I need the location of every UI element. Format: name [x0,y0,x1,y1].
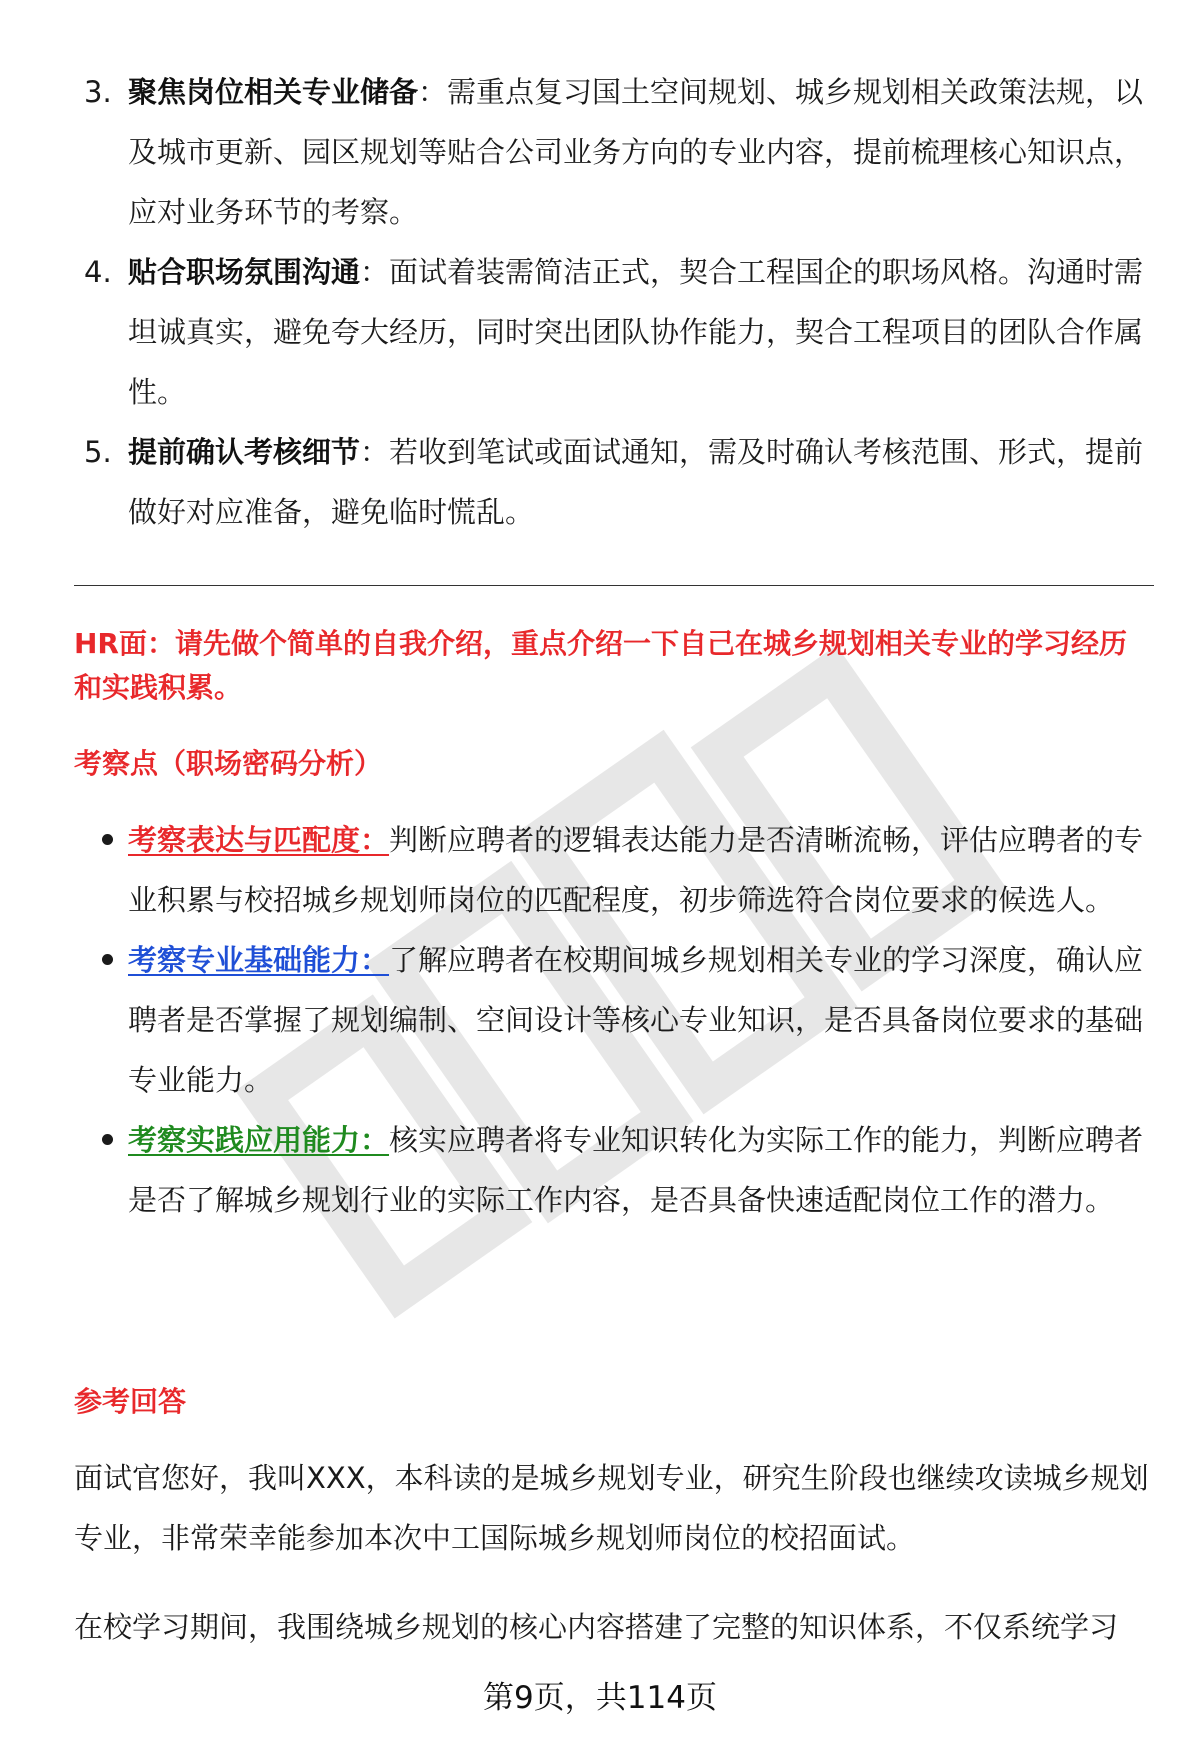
list-number: 3. [84,75,112,109]
point-item [74,930,1154,1110]
numbered-list-section [74,62,1154,542]
points-list [74,810,1154,1230]
answer-title: 参考回答 [74,1385,187,1418]
answer-paragraph: 在校学习期间，我围绕城乡规划的核心内容搭建了完整的知识体系，不仅系统学习 [74,1610,1119,1644]
hr-question: HR面：请先做个简单的自我介绍，重点介绍一下自己在城乡规划相关专业的学习经历和实践积累。 [74,627,1127,704]
list-item [74,422,1154,542]
point-tag: 考察实践应用能力： [128,1123,390,1157]
list-item [74,62,1154,242]
list-item [74,242,1154,422]
point-item [74,1110,1154,1230]
item-text: ：若收到笔试或面试通知，需及时确认考核范围、形式，提前做好对应准备，避免临时慌乱。 [128,435,1144,529]
page-footer: 第9页，共114页 [483,1680,717,1716]
point-item [74,810,1154,930]
numbered-list [74,62,1154,542]
item-title: 聚焦岗位相关专业储备 [128,75,419,109]
item-text: ：需重点复习国土空间规划、城乡规划相关政策法规，以及城市更新、园区规划等贴合公司业务方向的专业内容，提前梳理核心知识点，应对业务环节的考察。 [128,75,1144,229]
list-number: 5. [84,435,112,469]
bullet-icon [102,1134,113,1145]
points-title: 考察点（职场密码分析） [74,747,383,780]
point-text: 核实应聘者将专业知识转化为实际工作的能力，判断应聘者是否了解城乡规划行业的实际工作内容，是否具备快速适配岗位工作的潜力。 [128,1123,1144,1217]
answer-paragraph: 面试官您好，我叫XXX，本科读的是城乡规划专业，研究生阶段也继续攻读城乡规划专业，非常荣幸能参加本次中工国际城乡规划师岗位的校招面试。 [74,1461,1149,1555]
bullet-icon [102,954,113,965]
item-text: ：面试着装需简洁正式，契合工程国企的职场风格。沟通时需坦诚真实，避免夸大经历，同时突出团队协作能力，契合工程项目的团队合作属性。 [128,255,1144,409]
point-text: 判断应聘者的逻辑表达能力是否清晰流畅，评估应聘者的专业积累与校招城乡规划师岗位的匹配程度，初步筛选符合岗位要求的候选人。 [128,823,1144,917]
bullet-icon [102,834,113,845]
point-tag: 考察表达与匹配度： [128,823,390,857]
list-number: 4. [84,255,112,289]
point-tag: 考察专业基础能力： [128,943,390,977]
item-title: 贴合职场氛围沟通 [128,255,361,289]
point-text: 了解应聘者在校期间城乡规划相关专业的学习深度，确认应聘者是否掌握了规划编制、空间设计等核心专业知识，是否具备岗位要求的基础专业能力。 [128,943,1144,1097]
section-divider [74,585,1154,586]
item-title: 提前确认考核细节 [128,435,361,469]
